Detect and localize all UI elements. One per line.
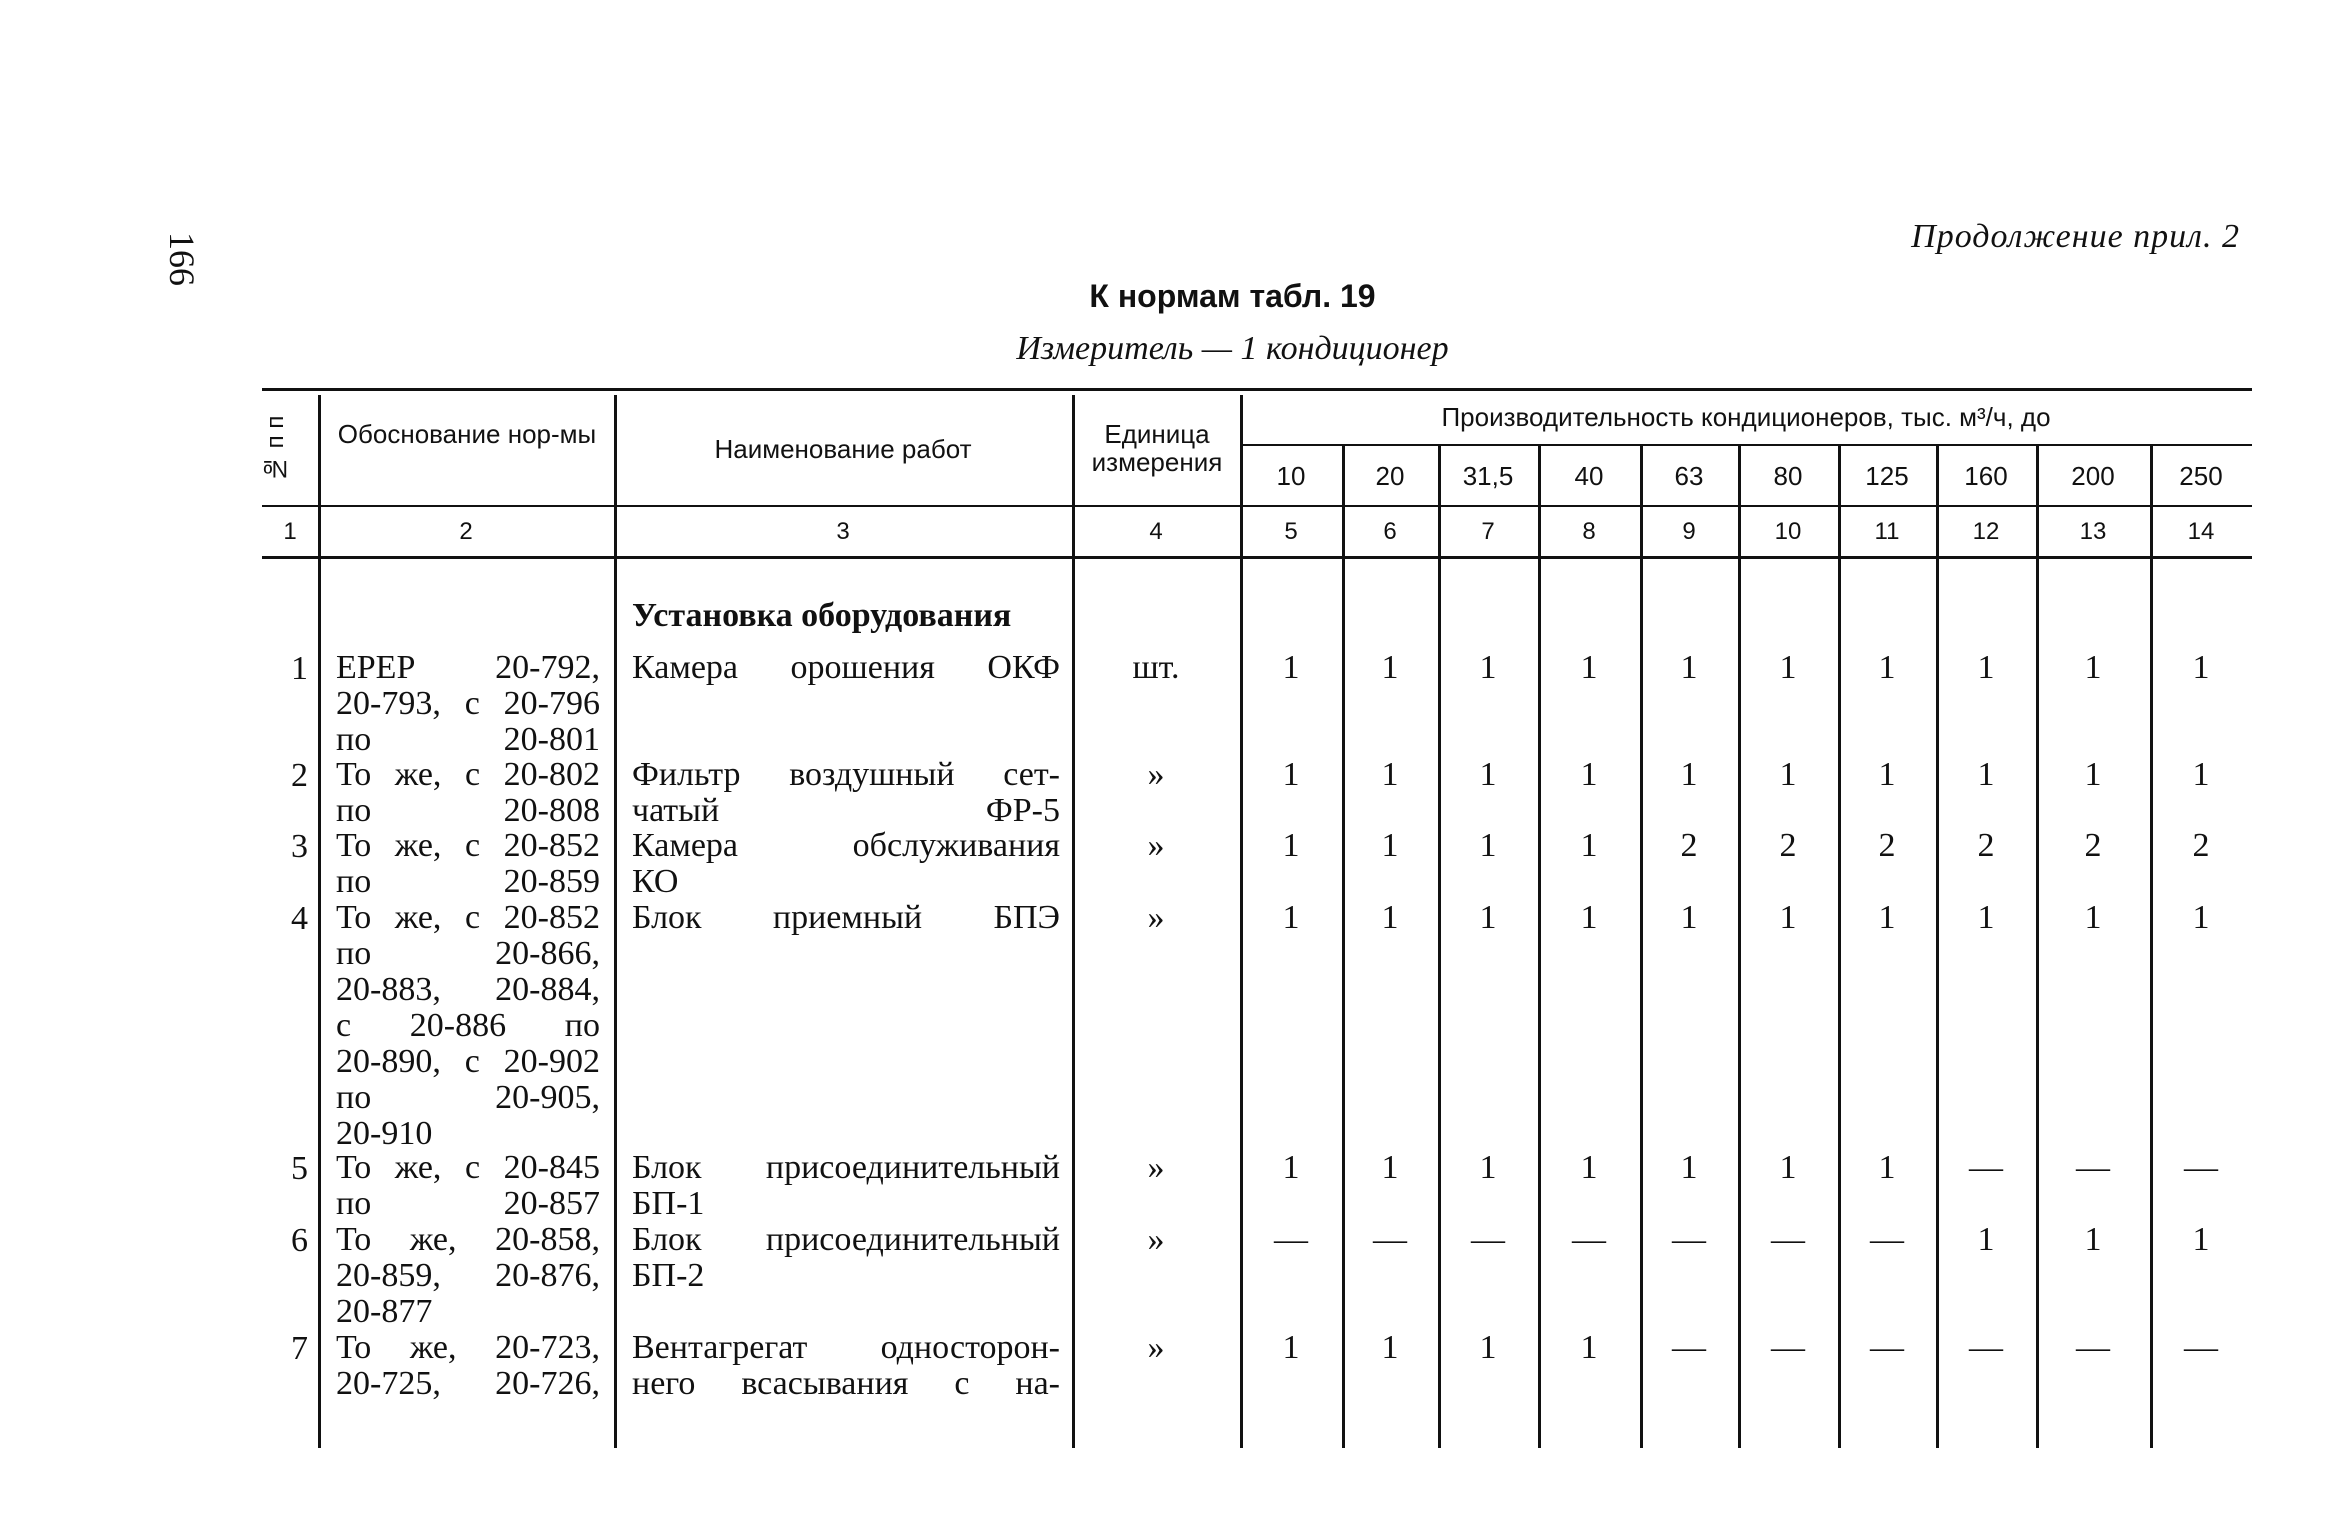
value-cell: —: [1672, 1221, 1706, 1258]
header-bottom-rule: [262, 556, 2252, 559]
column-number: 7: [1481, 518, 1495, 545]
value-cell: —: [1969, 1329, 2003, 1366]
header-capacity-value: 40: [1574, 461, 1604, 491]
header-rule: [262, 505, 2252, 507]
column-divider: [614, 395, 617, 1448]
header-capacity-value: 80: [1773, 461, 1803, 491]
basis-line: по 20-857: [336, 1185, 600, 1222]
header-capacity-value: 63: [1674, 461, 1704, 491]
value-cell: 1: [1878, 649, 1896, 686]
column-number: 10: [1774, 518, 1802, 545]
column-divider: [318, 395, 321, 1448]
row-number: 7: [291, 1330, 308, 1367]
value-cell: —: [1471, 1221, 1505, 1258]
column-number: 9: [1682, 518, 1696, 545]
value-cell: 1: [1680, 899, 1698, 936]
works-line: Блок присоединительный: [632, 1221, 1060, 1258]
column-number: 14: [2187, 518, 2215, 545]
value-cell: 1: [1580, 649, 1598, 686]
table-subtitle: Измеритель — 1 кондиционер: [1016, 330, 1449, 367]
value-cell: 1: [1381, 899, 1399, 936]
header-capacity-value: 250: [2179, 461, 2223, 491]
value-cell: 1: [1977, 899, 1995, 936]
value-cell: 1: [1680, 649, 1698, 686]
value-cell: 1: [1878, 756, 1896, 793]
value-cell: 1: [1680, 1149, 1698, 1186]
basis-line: по 20-808: [336, 792, 600, 829]
value-cell: 1: [2084, 756, 2102, 793]
value-cell: 1: [2192, 756, 2210, 793]
value-cell: 1: [1282, 756, 1300, 793]
value-cell: 1: [1580, 899, 1598, 936]
value-cell: 1: [1580, 827, 1598, 864]
value-cell: 1: [1381, 1329, 1399, 1366]
value-cell: 1: [2084, 899, 2102, 936]
value-cell: 1: [1479, 899, 1497, 936]
basis-line: То же, с 20-802: [336, 756, 600, 793]
value-cell: 1: [2084, 1221, 2102, 1258]
value-cell: —: [1969, 1149, 2003, 1186]
value-cell: —: [1870, 1221, 1904, 1258]
column-number: 1: [283, 518, 297, 545]
header-capacity-value: 10: [1276, 461, 1306, 491]
value-cell: 2: [1878, 827, 1896, 864]
basis-line: 20-910: [336, 1115, 433, 1152]
value-cell: —: [2076, 1329, 2110, 1366]
column-divider: [1438, 444, 1441, 1448]
basis-line: То же, с 20-852: [336, 899, 600, 936]
works-line: КО: [632, 863, 679, 900]
header-row-no: № п п: [262, 415, 289, 483]
works-line: чатый ФР-5: [632, 792, 1060, 829]
value-cell: 1: [1479, 649, 1497, 686]
value-cell: 2: [1680, 827, 1698, 864]
basis-line: по 20-801: [336, 721, 600, 758]
value-cell: 1: [1381, 1149, 1399, 1186]
row-number: 4: [291, 900, 308, 937]
basis-line: 20-890, с 20-902: [336, 1043, 600, 1080]
value-cell: —: [1771, 1221, 1805, 1258]
header-capacity-value: 31,5: [1462, 461, 1514, 491]
column-divider: [2036, 444, 2039, 1448]
basis-line: 20-859, 20-876,: [336, 1257, 600, 1294]
unit-cell: »: [1147, 827, 1165, 864]
header-capacity-value: 200: [2071, 461, 2115, 491]
unit-cell: шт.: [1132, 649, 1180, 686]
top-rule: [262, 388, 2252, 391]
table-title: К нормам табл. 19: [1089, 278, 1376, 314]
value-cell: 1: [1282, 1149, 1300, 1186]
works-line: Блок приемный БПЭ: [632, 899, 1060, 936]
value-cell: 1: [1479, 756, 1497, 793]
column-divider: [1738, 444, 1741, 1448]
value-cell: 1: [1479, 1329, 1497, 1366]
value-cell: 1: [1779, 899, 1797, 936]
basis-line: по 20-905,: [336, 1079, 600, 1116]
value-cell: —: [1771, 1329, 1805, 1366]
value-cell: —: [2076, 1149, 2110, 1186]
column-divider: [1342, 444, 1345, 1448]
column-divider: [1936, 444, 1939, 1448]
value-cell: 1: [1282, 1329, 1300, 1366]
works-line: Камера обслуживания: [632, 827, 1060, 864]
value-cell: 1: [1282, 899, 1300, 936]
works-line: Вентагрегат односторон-: [632, 1329, 1060, 1366]
value-cell: 1: [1977, 1221, 1995, 1258]
header-basis: Обоснование нор-мы: [337, 419, 597, 449]
basis-line: 20-877: [336, 1293, 433, 1330]
row-number: 6: [291, 1222, 308, 1259]
page-number: 166: [162, 232, 202, 286]
basis-line: с 20-886 по: [336, 1007, 600, 1044]
works-line: БП-1: [632, 1185, 705, 1222]
row-number: 1: [291, 650, 308, 687]
unit-cell: »: [1147, 1329, 1165, 1366]
value-cell: —: [1870, 1329, 1904, 1366]
unit-cell: »: [1147, 756, 1165, 793]
basis-line: 20-725, 20-726,: [336, 1365, 600, 1402]
column-number: 4: [1149, 518, 1163, 545]
value-cell: 2: [2192, 827, 2210, 864]
value-cell: 1: [2084, 649, 2102, 686]
works-line: Камера орошения ОКФ: [632, 649, 1060, 686]
works-line: него всасывания с на-: [632, 1365, 1060, 1402]
value-cell: 1: [1381, 756, 1399, 793]
column-number: 11: [1874, 518, 1900, 545]
column-number: 13: [2079, 518, 2107, 545]
value-cell: 1: [1282, 827, 1300, 864]
value-cell: 1: [2192, 649, 2210, 686]
basis-line: То же, 20-723,: [336, 1329, 600, 1366]
header-capacity-value: 20: [1375, 461, 1405, 491]
value-cell: —: [1274, 1221, 1308, 1258]
value-cell: 1: [2192, 1221, 2210, 1258]
column-number: 2: [459, 518, 473, 545]
basis-line: То же, с 20-845: [336, 1149, 600, 1186]
column-divider: [2150, 444, 2153, 1448]
value-cell: 1: [1282, 649, 1300, 686]
value-cell: 1: [1977, 649, 1995, 686]
value-cell: 1: [1580, 1149, 1598, 1186]
value-cell: 1: [2192, 899, 2210, 936]
section-title: Установка оборудования: [632, 597, 1012, 634]
continuation-note: Продолжение прил. 2: [1911, 218, 2240, 255]
works-line: БП-2: [632, 1257, 705, 1294]
value-cell: 1: [1680, 756, 1698, 793]
value-cell: —: [1373, 1221, 1407, 1258]
value-cell: 2: [1779, 827, 1797, 864]
header-capacity-value: 125: [1865, 461, 1909, 491]
value-cell: —: [1572, 1221, 1606, 1258]
works-line: Блок присоединительный: [632, 1149, 1060, 1186]
value-cell: 1: [1479, 827, 1497, 864]
value-cell: 1: [1580, 756, 1598, 793]
value-cell: 1: [1580, 1329, 1598, 1366]
value-cell: —: [2184, 1149, 2218, 1186]
value-cell: 1: [1878, 899, 1896, 936]
basis-line: по 20-866,: [336, 935, 600, 972]
basis-line: ЕРЕР 20-792,: [336, 649, 600, 686]
value-cell: 1: [1779, 756, 1797, 793]
column-number: 8: [1582, 518, 1596, 545]
value-cell: —: [2184, 1329, 2218, 1366]
header-unit: Единица измерения: [1091, 419, 1223, 477]
header-capacity-value: 160: [1964, 461, 2008, 491]
value-cell: 1: [1779, 1149, 1797, 1186]
column-divider: [1538, 444, 1541, 1448]
basis-line: по 20-859: [336, 863, 600, 900]
column-divider: [1838, 444, 1841, 1448]
unit-cell: »: [1147, 1221, 1165, 1258]
works-line: Фильтр воздушный сет-: [632, 756, 1060, 793]
row-number: 5: [291, 1150, 308, 1187]
basis-line: То же, 20-858,: [336, 1221, 600, 1258]
header-capacity: Производительность кондиционеров, тыс. м³/ч, до: [1441, 402, 2051, 432]
row-number: 2: [291, 757, 308, 794]
capacity-rule: [1240, 444, 2252, 446]
unit-cell: »: [1147, 899, 1165, 936]
unit-cell: »: [1147, 1149, 1165, 1186]
value-cell: 1: [1479, 1149, 1497, 1186]
value-cell: 2: [1977, 827, 1995, 864]
value-cell: 2: [2084, 827, 2102, 864]
basis-line: 20-793, с 20-796: [336, 685, 600, 722]
value-cell: —: [1672, 1329, 1706, 1366]
basis-line: 20-883, 20-884,: [336, 971, 600, 1008]
value-cell: 1: [1977, 756, 1995, 793]
basis-line: То же, с 20-852: [336, 827, 600, 864]
column-number: 3: [836, 518, 850, 545]
value-cell: 1: [1779, 649, 1797, 686]
column-divider: [1640, 444, 1643, 1448]
value-cell: 1: [1381, 827, 1399, 864]
header-works: Наименование работ: [714, 434, 972, 464]
row-number: 3: [291, 828, 308, 865]
column-number: 6: [1383, 518, 1397, 545]
column-number: 5: [1284, 518, 1298, 545]
value-cell: 1: [1878, 1149, 1896, 1186]
value-cell: 1: [1381, 649, 1399, 686]
column-number: 12: [1972, 518, 2000, 545]
